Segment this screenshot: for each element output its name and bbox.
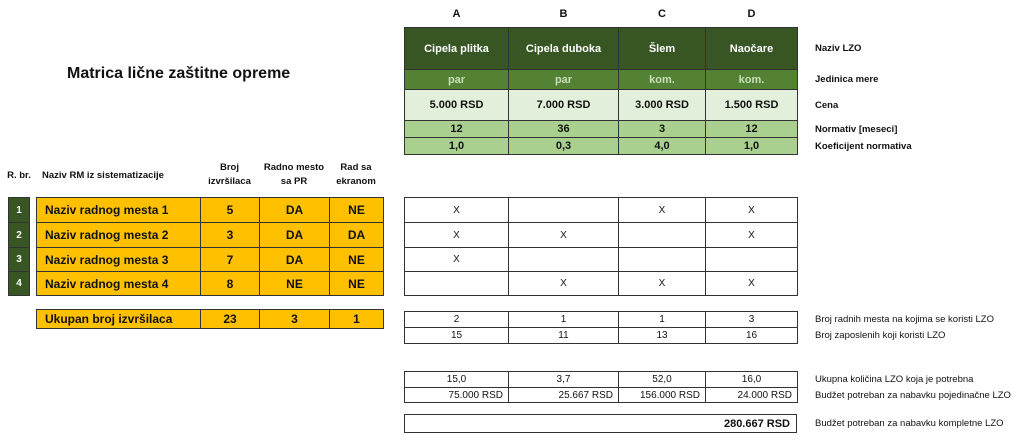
quantity-budget-labels — [815, 371, 1011, 402]
row-label-koeficijent: Koeficijent normativa — [815, 140, 912, 152]
budget-a: 75.000 RSD — [405, 388, 508, 402]
row-label-naziv-lzo: Naziv LZO — [815, 43, 862, 54]
lzo-assignment-matrix — [404, 197, 798, 296]
column-letter-d: D — [747, 8, 756, 20]
matrix-cell-2b: X — [509, 223, 618, 247]
lzo-name-d: Naočare — [706, 28, 797, 69]
budget-d: 24.000 RSD — [706, 388, 797, 402]
totals-pr: 3 — [260, 310, 329, 328]
rm-name-3: Naziv radnog mesta 3 — [37, 248, 200, 271]
matrix-cell-4b: X — [509, 272, 618, 295]
lzo-normativ-c: 3 — [619, 121, 705, 137]
quantity-b: 3,7 — [509, 372, 618, 387]
quantity-d: 16,0 — [706, 372, 797, 387]
rm-pr-4: NE — [260, 272, 329, 295]
header-line: izvršilaca — [208, 176, 251, 187]
matrix-cell-1b — [509, 198, 618, 222]
rm-ekran-3: NE — [330, 248, 383, 271]
row-label-normativ: Normativ [meseci] — [815, 123, 898, 135]
lzo-coefficient-d: 1,0 — [706, 138, 797, 154]
header-radno-mesto-pr — [259, 161, 329, 189]
label-total-budget: Budžet potreban za nabavku kompletne LZO — [815, 418, 1004, 429]
lzo-price-a: 5.000 RSD — [405, 90, 508, 120]
header-naziv-rm: Naziv RM iz sistematizacije — [42, 170, 164, 181]
label-budget: Budžet potreban za nabavku pojedinačne LZO — [815, 389, 1011, 401]
matrix-cell-3d — [706, 248, 797, 271]
totals-broj: 23 — [201, 310, 259, 328]
lzo-unit-d: kom. — [706, 70, 797, 89]
rm-ekran-4: NE — [330, 272, 383, 295]
lzo-unit-a: par — [405, 70, 508, 89]
matrix-cell-3c — [619, 248, 705, 271]
matrix-cell-1d: X — [706, 198, 797, 222]
rm-name-1: Naziv radnog mesta 1 — [37, 198, 200, 222]
rm-pr-2: DA — [260, 223, 329, 247]
lzo-price-d: 1.500 RSD — [706, 90, 797, 120]
page-title: Matrica lične zaštitne opreme — [67, 65, 291, 82]
rm-ekran-1: NE — [330, 198, 383, 222]
quantity-budget-table — [404, 371, 798, 403]
matrix-cell-4a — [405, 272, 508, 295]
header-line: Radno mesto — [263, 162, 325, 173]
rm-number-column — [8, 197, 30, 296]
lzo-name-a: Cipela plitka — [405, 28, 508, 69]
lzo-header-table — [404, 27, 798, 155]
lzo-coefficient-c: 4,0 — [619, 138, 705, 154]
header-rbr: R. br. — [7, 170, 31, 181]
rm-table — [36, 197, 384, 296]
totals-row — [36, 309, 384, 329]
employees-count-b: 11 — [509, 328, 618, 343]
label-employees-count: Broj zaposlenih koji koristi LZO — [815, 330, 946, 341]
matrix-cell-3a: X — [405, 248, 508, 271]
label-quantity: Ukupna količina LZO koja je potrebna — [815, 374, 974, 385]
quantity-a: 15,0 — [405, 372, 508, 387]
total-budget-value: 280.667 RSD — [404, 414, 797, 433]
row-label-jedinica-mere: Jedinica mere — [815, 74, 879, 85]
matrix-cell-2c — [619, 223, 705, 247]
rm-count-c: 1 — [619, 312, 705, 327]
lzo-unit-b: par — [509, 70, 618, 89]
rm-number-2: 2 — [9, 223, 29, 247]
column-letter-row — [405, 6, 797, 22]
lzo-name-c: Šlem — [619, 28, 705, 69]
rm-pr-3: DA — [260, 248, 329, 271]
totals-label: Ukupan broj izvršilaca — [37, 310, 200, 328]
employees-count-d: 16 — [706, 328, 797, 343]
matrix-cell-3b — [509, 248, 618, 271]
header-line: sa PR — [280, 176, 308, 187]
matrix-cell-1a: X — [405, 198, 508, 222]
lzo-unit-c: kom. — [619, 70, 705, 89]
matrix-cell-2a: X — [405, 223, 508, 247]
totals-ekran: 1 — [330, 310, 383, 328]
matrix-cell-2d: X — [706, 223, 797, 247]
rm-broj-2: 3 — [201, 223, 259, 247]
usage-count-labels — [815, 311, 994, 343]
rm-count-d: 3 — [706, 312, 797, 327]
header-broj-izvrsilaca — [200, 161, 259, 189]
lzo-normativ-b: 36 — [509, 121, 618, 137]
header-line: Rad sa — [340, 162, 372, 173]
header-rad-sa-ekranom — [329, 161, 383, 189]
rm-broj-4: 8 — [201, 272, 259, 295]
rm-broj-3: 7 — [201, 248, 259, 271]
lzo-name-b: Cipela duboka — [509, 28, 618, 69]
label-rm-count: Broj radnih mesta na kojima se koristi LZO — [815, 314, 994, 325]
rm-count-a: 2 — [405, 312, 508, 327]
column-letter-a: A — [452, 8, 461, 20]
lzo-price-c: 3.000 RSD — [619, 90, 705, 120]
rm-pr-1: DA — [260, 198, 329, 222]
column-letter-c: C — [658, 8, 666, 20]
matrix-cell-4c: X — [619, 272, 705, 295]
quantity-c: 52,0 — [619, 372, 705, 387]
rm-ekran-2: DA — [330, 223, 383, 247]
lzo-normativ-a: 12 — [405, 121, 508, 137]
row-label-cena: Cena — [815, 99, 839, 111]
column-letter-b: B — [559, 8, 568, 20]
header-line: ekranom — [336, 176, 376, 187]
matrix-cell-4d: X — [706, 272, 797, 295]
matrix-cell-1c: X — [619, 198, 705, 222]
rm-name-2: Naziv radnog mesta 2 — [37, 223, 200, 247]
rm-broj-1: 5 — [201, 198, 259, 222]
lzo-coefficient-b: 0,3 — [509, 138, 618, 154]
employees-count-c: 13 — [619, 328, 705, 343]
usage-count-table — [404, 311, 798, 344]
lzo-price-b: 7.000 RSD — [509, 90, 618, 120]
rm-number-1: 1 — [9, 198, 29, 222]
employees-count-a: 15 — [405, 328, 508, 343]
budget-c: 156.000 RSD — [619, 388, 705, 402]
rm-count-b: 1 — [509, 312, 618, 327]
budget-b: 25.667 RSD — [509, 388, 618, 402]
lzo-row-labels — [815, 27, 912, 154]
lzo-coefficient-a: 1,0 — [405, 138, 508, 154]
lzo-normativ-d: 12 — [706, 121, 797, 137]
rm-number-4: 4 — [9, 272, 29, 295]
rm-name-4: Naziv radnog mesta 4 — [37, 272, 200, 295]
header-line: Broj — [220, 162, 239, 173]
rm-number-3: 3 — [9, 248, 29, 271]
